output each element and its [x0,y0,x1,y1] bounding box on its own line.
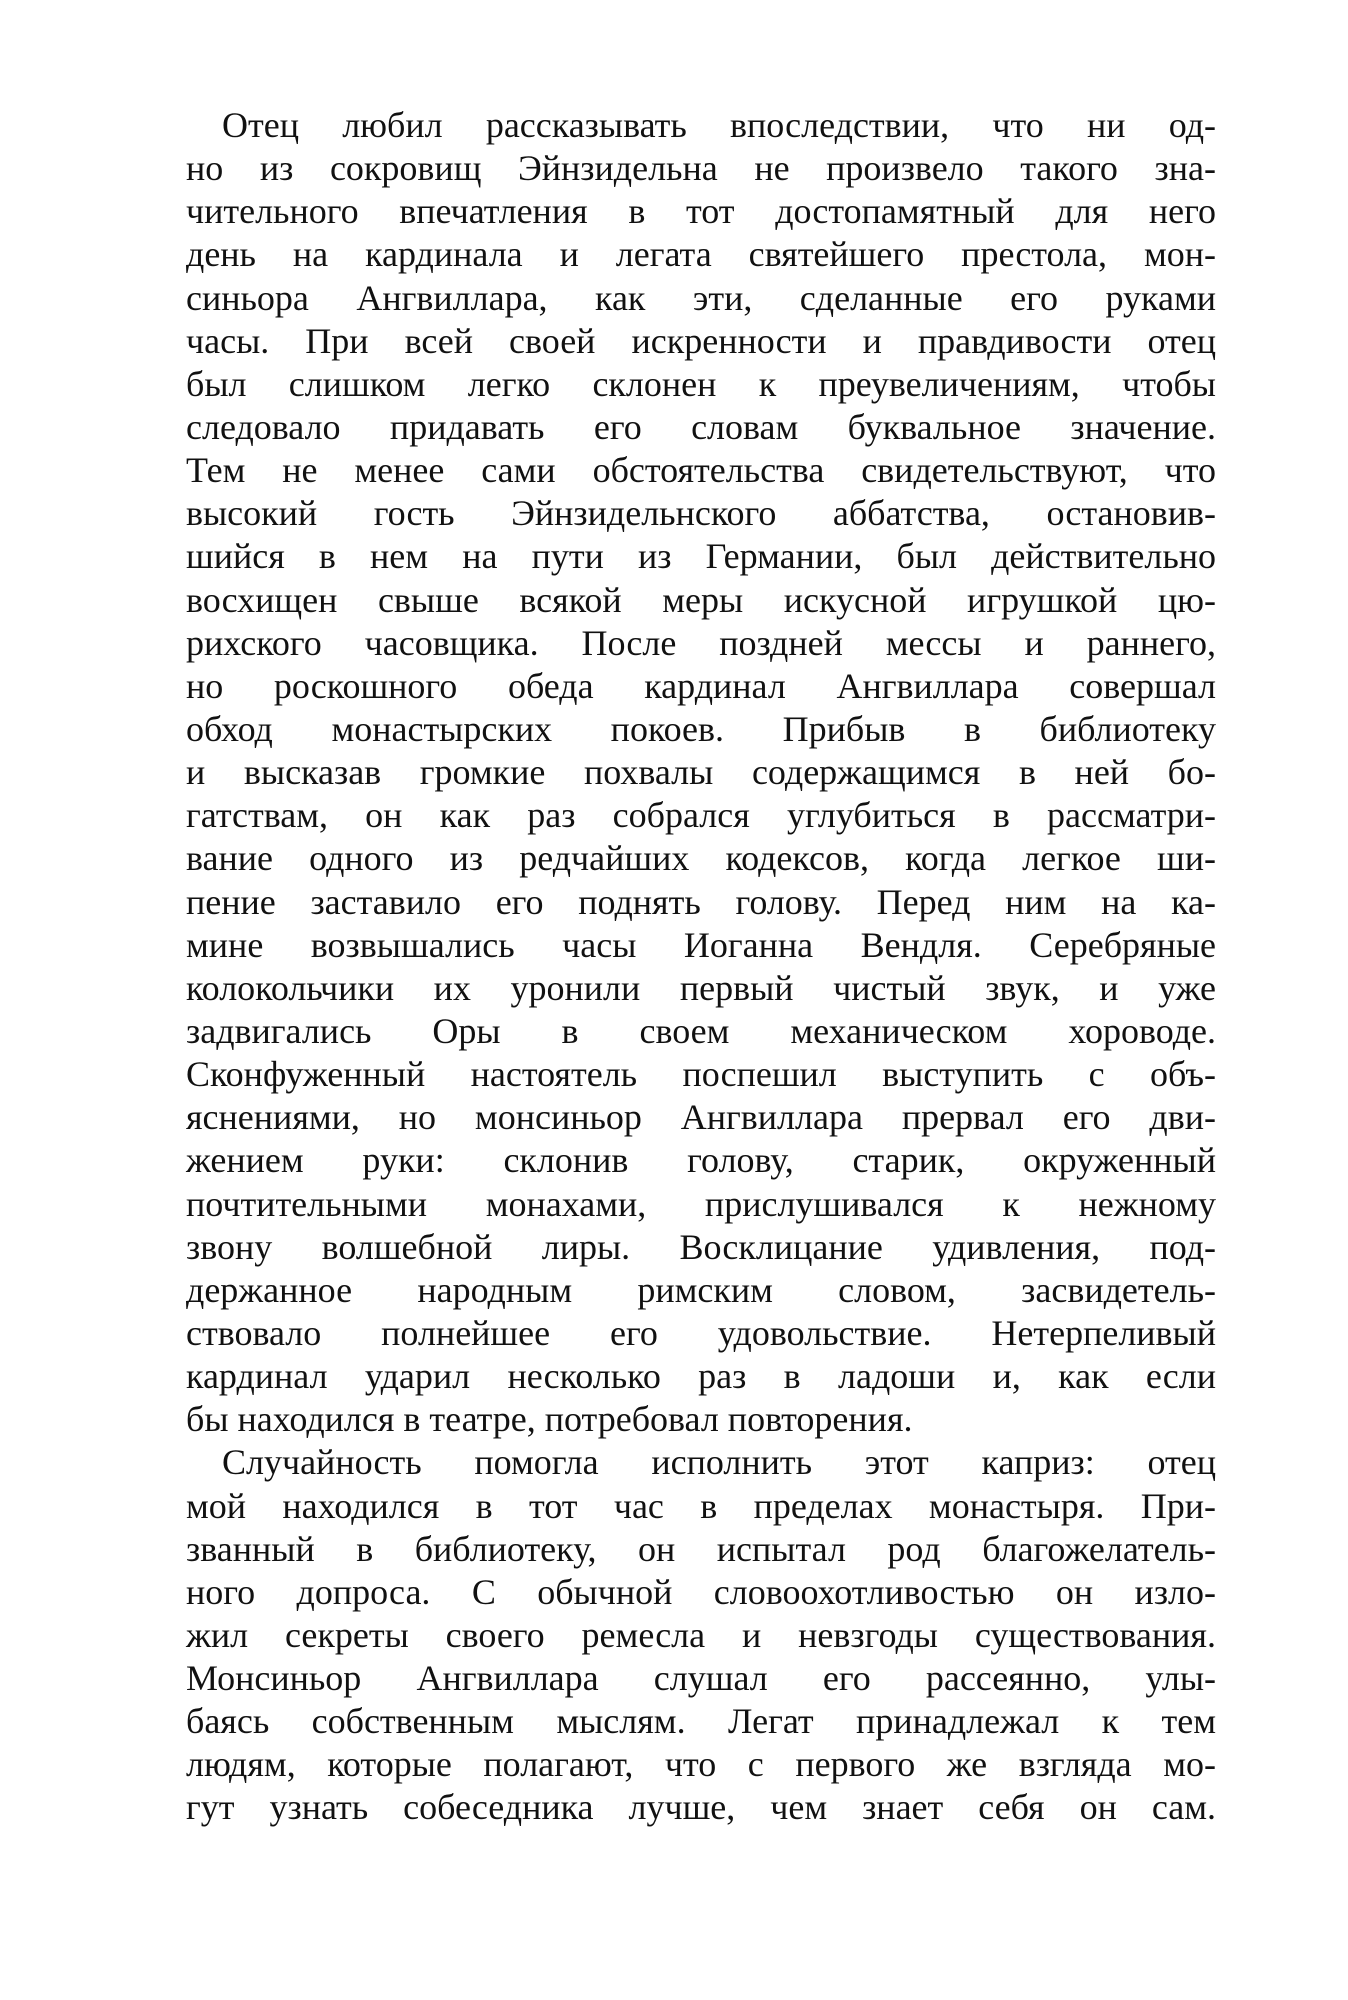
text-line: бы находился в театре, потребовал повторения. [186,1399,913,1440]
text-line: баясь собственным мыслям. Легат принадлежал к тем [186,1701,1216,1742]
text-line: день на кардинала и легата святейшего престола, мон- [186,234,1216,275]
text-line: Тем не менее сами обстоятельства свидетельствуют, что [186,450,1216,491]
text-line: Случайность помогла исполнить этот каприз: отец [222,1442,1216,1483]
text-line: ного допроса. С обычной словоохотливостью он изло- [186,1571,1216,1612]
text-line: званный в библиотеку, он испытал род благожелатель- [186,1528,1216,1569]
text-line: восхищен свыше всякой меры искусной игрушкой цю- [186,579,1216,620]
text-line: жил секреты своего ремесла и невзгоды существования. [186,1614,1216,1655]
text-line: высокий гость Эйнзидельнского аббатства, остановив- [186,493,1216,534]
text-line: рихского часовщика. После поздней мессы и раннего, [186,622,1216,663]
text-line: яснениями, но монсиньор Ангвиллара прервал его дви- [186,1097,1216,1138]
text-line: мой находился в тот час в пределах монастыря. При- [186,1485,1216,1526]
text-line: вание одного из редчайших кодексов, когда легкое ши- [186,838,1216,879]
text-line: мине возвышались часы Иоганна Вендля. Серебряные [186,924,1216,965]
text-line: следовало придавать его словам буквальное значение. [186,406,1216,447]
text-line: Отец любил рассказывать впоследствии, что ни од- [222,105,1216,145]
text-line: Сконфуженный настоятель поспешил выступить с объ- [186,1054,1216,1095]
text-line: гатствам, он как раз собрался углубиться в рассматри- [186,795,1216,836]
text-line: жением руки: склонив голову, старик, окруженный [186,1140,1216,1181]
text-line: Монсиньор Ангвиллара слушал его рассеянно, улы- [186,1658,1216,1699]
text-line: и высказав громкие похвалы содержащимся в ней бо- [186,752,1216,793]
text-line: колокольчики их уронили первый чистый звук, и уже [186,967,1216,1008]
text-line: чительного впечатления в тот достопамятный для него [186,191,1216,232]
text-line: кардинал ударил несколько раз в ладоши и, как если [186,1356,1216,1397]
text-line: держанное народным римским словом, засвидетель- [186,1269,1216,1310]
text-line: часы. При всей своей искренности и правдивости отец [186,320,1216,361]
text-line: синьора Ангвиллара, как эти, сделанные его руками [186,277,1216,318]
text-line: задвигались Оры в своем механическом хороводе. [186,1010,1216,1051]
text-line: ствовало полнейшее его удовольствие. Нетерпеливый [186,1312,1216,1353]
text-line: гут узнать собеседника лучше, чем знает себя он сам. [186,1787,1216,1828]
text-line: почтительными монахами, прислушивался к нежному [186,1183,1216,1224]
paragraph-1 [186,104,1216,1441]
text-line: звону волшебной лиры. Восклицание удивления, под- [186,1226,1216,1267]
text-line: пение заставило его поднять голову. Перед ним на ка- [186,881,1216,922]
text-line: но из сокровищ Эйнзидельна не произвело такого зна- [186,148,1216,189]
text-body [186,104,1216,1830]
paragraph-2 [186,1441,1216,1829]
text-line: но роскошного обеда кардинал Ангвиллара совершал [186,665,1216,706]
text-line: шийся в нем на пути из Германии, был действительно [186,536,1216,577]
text-line: был слишком легко склонен к преувеличениям, чтобы [186,363,1216,404]
text-line: людям, которые полагают, что с первого же взгляда мо- [186,1744,1216,1785]
text-line: обход монастырских покоев. Прибыв в библиотеку [186,708,1216,749]
